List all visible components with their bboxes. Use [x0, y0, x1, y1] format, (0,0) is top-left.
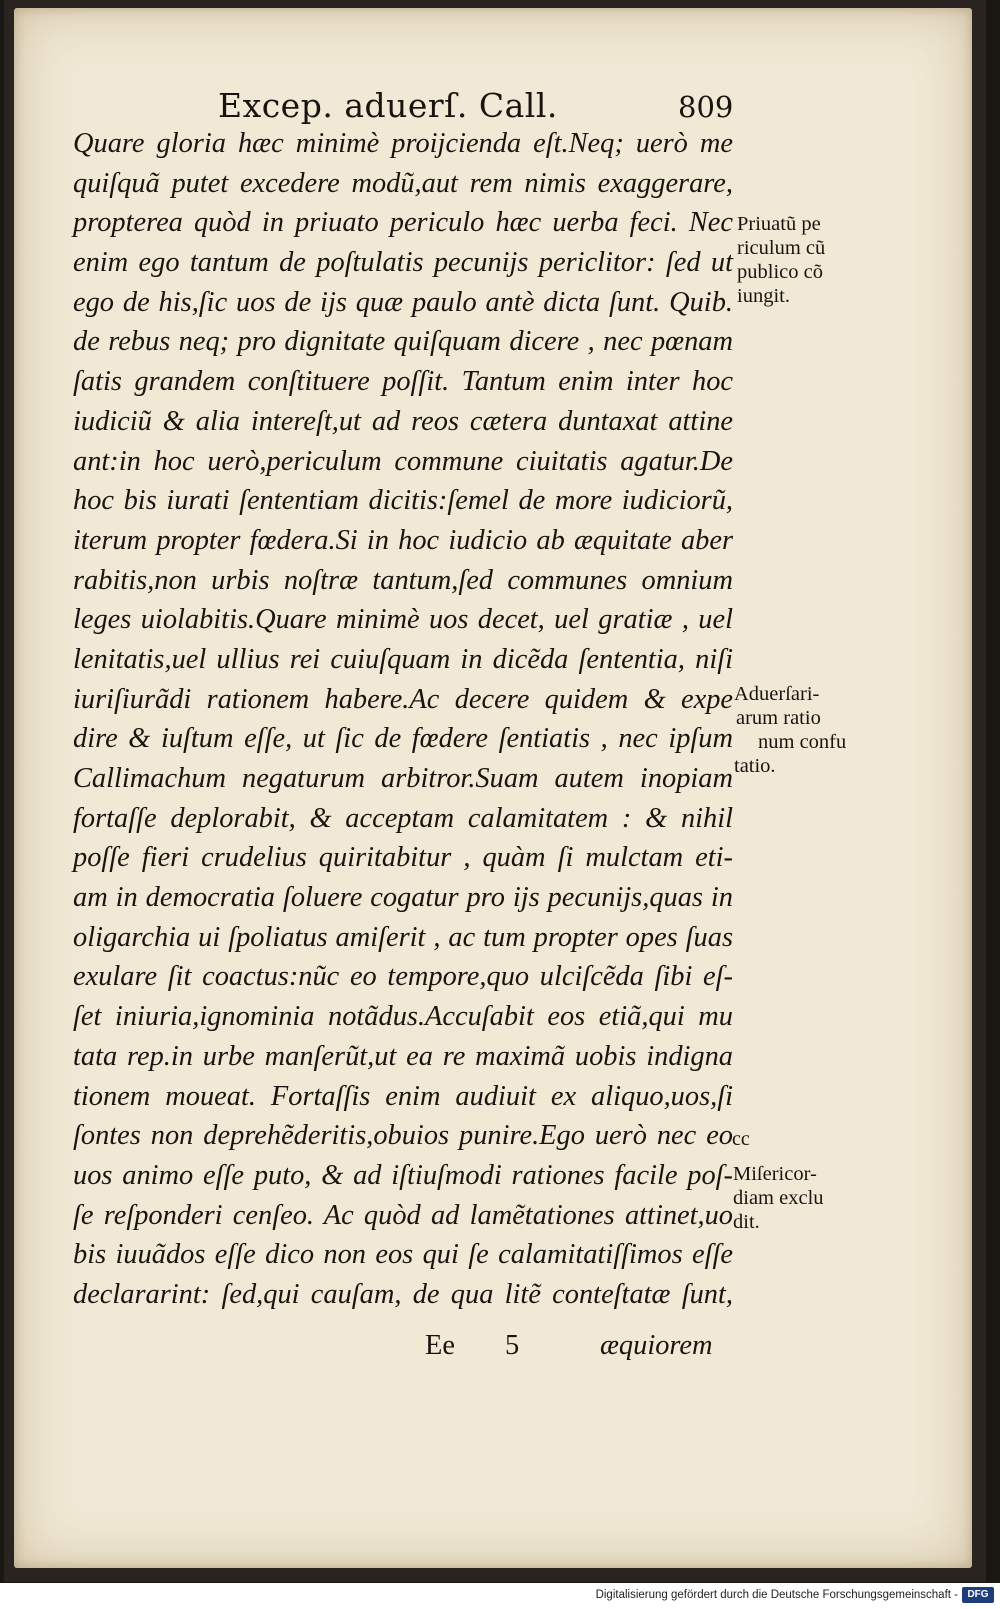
margin-note-priuatum — [737, 212, 825, 308]
signature-number: 5 — [505, 1330, 520, 1361]
margin-note-line: riculum cũ — [737, 237, 826, 259]
margin-note-line: publico cõ — [737, 261, 823, 283]
text-line: iuriſiurãdi rationem habere.Ac decere quidem & expe — [73, 683, 733, 715]
margin-note-line: num confu — [758, 731, 847, 753]
margin-note-misericordiam — [733, 1162, 824, 1234]
catchword: æquiorem — [600, 1330, 713, 1361]
text-line: iterum propter fœdera.Si in hoc iudicio ab æquitate aber — [73, 524, 733, 556]
text-line: leges uiolabitis.Quare minimè uos decet, uel gratiæ , uel — [73, 604, 733, 636]
text-line: poſſe fieri crudelius quiritabitur , quàm ſi mulctam eti- — [73, 842, 733, 874]
text-line: ſontes non deprehẽderitis,obuios punire.Ego uerò nec eo — [73, 1120, 733, 1152]
margin-note-line: arum ratio — [736, 707, 821, 729]
text-line: quiſquã putet excedere modũ,aut rem nimis exaggerare, — [73, 167, 733, 199]
text-line: oligarchia ui ſpoliatus amiſerit , ac tum propter opes ſuas — [73, 921, 733, 953]
text-line: dire & iuſtum eſſe, ut ſic de fœdere ſentiatis , nec ipſum — [73, 723, 733, 755]
text-line: declararint: ſed,qui cauſam, de qua litẽ conteſtatæ ſunt, — [73, 1278, 733, 1310]
dfg-logo: DFG — [962, 1587, 994, 1603]
margin-note-line: Miſericor- — [733, 1163, 817, 1185]
margin-note-line: Aduerſari- — [734, 683, 820, 705]
margin-note-cc: cc — [732, 1128, 750, 1150]
funding-notice: Digitalisierung gefördert durch die Deutsche Forschungsgemeinschaft - — [595, 1589, 958, 1601]
text-line: rabitis,non urbis noſtræ tantum,ſed communes omnium — [73, 564, 733, 596]
text-line: tata rep.in urbe manſerũt,ut ea re maximã uobis indigna — [73, 1040, 733, 1072]
signature-mark: Ee — [425, 1330, 455, 1361]
margin-note-line: tatio. — [734, 755, 776, 777]
text-line: iudiciũ & alia intereſt,ut ad reos cætera duntaxat attine — [73, 405, 733, 437]
text-line: ſe reſponderi cenſeo. Ac quòd ad lamẽtationes attinet,uo — [73, 1199, 733, 1231]
text-line: hoc bis iurati ſententiam dicitis:ſemel de more iudiciorũ, — [73, 485, 733, 517]
text-line: ſatis grandem conſtituere poſſit. Tantum enim inter hoc — [73, 366, 733, 398]
body-text — [73, 124, 733, 1315]
text-line: ant:in hoc uerò,periculum commune ciuitatis agatur.De — [73, 445, 733, 477]
text-line: Quare gloria hæc minimè proijcienda eſt.Neq; uerò me — [73, 128, 733, 159]
page-number: 809 — [678, 90, 734, 124]
text-line: ego de his,ſic uos de ijs quæ paulo antè dicta ſunt. Quib. — [73, 286, 733, 318]
margin-note-line: Priuatũ pe — [737, 213, 821, 235]
text-line: ſet iniuria,ignominia notãdus.Accuſabit eos etiã,qui mu — [73, 1001, 733, 1033]
text-line: de rebus neq; pro dignitate quiſquam dicere , nec pœnam — [73, 326, 733, 358]
margin-note-line: dit. — [733, 1211, 760, 1233]
text-line: fortaſſe deplorabit, & acceptam calamitatem : & nihil — [73, 802, 733, 834]
margin-note-aduersariarum — [734, 682, 846, 778]
text-line: am in democratia ſoluere cogatur pro ijs pecunijs,quas in — [73, 882, 733, 914]
running-header: Excep. aduerſ. Call. — [218, 86, 558, 125]
text-line: lenitatis,uel ullius rei cuiuſquam in dicẽda ſententia, niſi — [73, 643, 733, 675]
footer-bar — [0, 1583, 1000, 1609]
text-line: bis iuuãdos eſſe dico non eos qui ſe calamitatiſſimos eſſe — [73, 1239, 733, 1271]
margin-note-line: diam exclu — [733, 1187, 824, 1209]
margin-note-line: iungit. — [737, 285, 790, 307]
text-line: enim ego tantum de poſtulatis pecunijs periclitor: ſed ut — [73, 247, 733, 279]
text-line: propterea quòd in priuato periculo hæc uerba feci. Nec — [73, 207, 733, 239]
text-line: Callimachum negaturum arbitror.Suam autem inopiam — [73, 763, 733, 794]
text-line: uos animo eſſe puto, & ad iſtiuſmodi rationes facile poſ- — [73, 1159, 733, 1191]
text-line: exulare ſit coactus:nũc eo tempore,quo ulciſcẽda ſibi eſ- — [73, 961, 733, 993]
text-line: tionem moueat. Fortaſſis enim audiuit ex aliquo,uos,ſi — [73, 1080, 733, 1112]
